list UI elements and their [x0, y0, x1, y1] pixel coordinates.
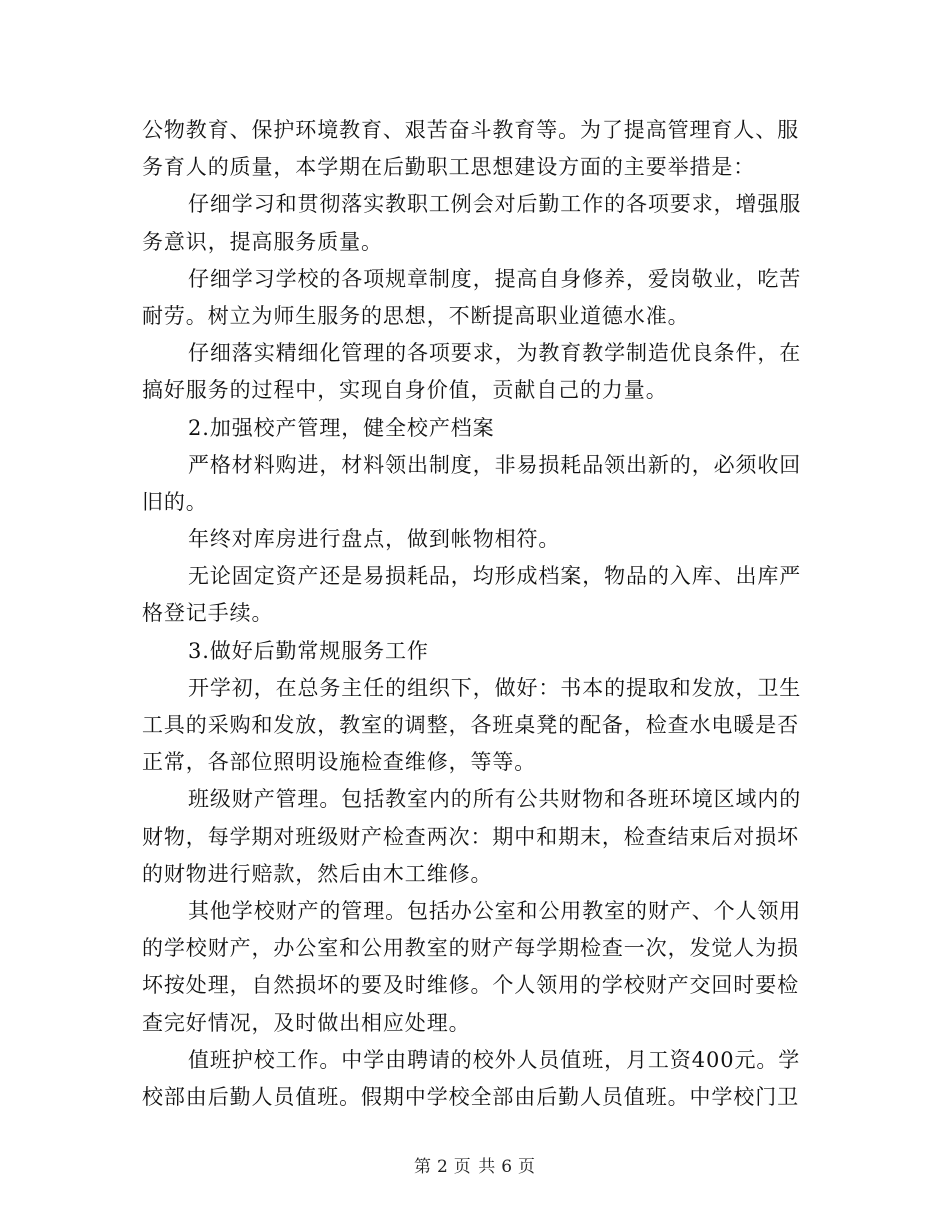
text-line: 务育人的质量，本学期在后勤职工思想建设方面的主要举措是：	[142, 155, 756, 180]
text-line: 搞好服务的过程中，实现自身价值，贡献自己的力量。	[142, 378, 668, 403]
text-line: 值班护校工作。中学由聘请的校外人员值班，月工资400元。学	[188, 1047, 801, 1072]
text-line: 格登记手续。	[142, 601, 274, 626]
section-heading: 3.做好后勤常规服务工作	[188, 638, 429, 663]
text-line: 工具的采购和发放，教室的调整，各班桌凳的配备，检查水电暖是否	[142, 713, 799, 737]
text-line: 公物教育、保护环境教育、艰苦奋斗教育等。为了提高管理育人、服	[142, 118, 799, 142]
text-line: 班级财产管理。包括教室内的所有公共财物和各班环境区域内的	[188, 787, 802, 812]
text-line: 开学初，在总务主任的组织下，做好：书本的提取和发放，卫生	[188, 675, 802, 700]
text-line: 财物，每学期对班级财产检查两次：期中和期末，检查结束后对损坏	[142, 824, 799, 849]
text-line: 耐劳。树立为师生服务的思想，不断提高职业道德水准。	[142, 303, 690, 328]
footer-prefix: 第	[413, 1157, 432, 1177]
text-line: 的学校财产，办公室和公用教室的财产每学期检查一次，发觉人为损	[142, 936, 799, 961]
page-footer	[0, 1152, 950, 1177]
text-line: 务意识，提高服务质量。	[142, 229, 383, 254]
text-line: 仔细学习学校的各项规章制度，提高自身修养，爱岗敬业，吃苦	[188, 266, 802, 291]
text-line: 其他学校财产的管理。包括办公室和公用教室的财产、个人领用	[188, 898, 802, 923]
text-line: 正常，各部位照明设施检查维修，等等。	[142, 750, 537, 775]
text-line: 的财物进行赔款，然后由木工维修。	[142, 861, 493, 886]
page-total: 6	[501, 1157, 514, 1177]
text-line: 坏按处理，自然损坏的要及时维修。个人领用的学校财产交回时要检	[142, 973, 799, 998]
section-heading: 2.加强校产管理，健全校产档案	[188, 415, 495, 440]
footer-middle: 页 共	[453, 1157, 497, 1177]
text-line: 仔细落实精细化管理的各项要求，为教育教学制造优良条件，在	[188, 341, 802, 366]
text-line: 校部由后勤人员值班。假期中学校全部由后勤人员值班。中学校门卫	[142, 1084, 799, 1109]
footer-suffix: 页	[518, 1157, 537, 1177]
document-body	[142, 112, 808, 1116]
text-line: 查完好情况，及时做出相应处理。	[142, 1010, 471, 1035]
text-line: 仔细学习和贯彻落实教职工例会对后勤工作的各项要求，增强服	[188, 192, 802, 217]
text-line: 无论固定资产还是易损耗品，均形成档案，物品的入库、出库严	[188, 564, 802, 589]
text-line: 年终对库房进行盘点，做到帐物相符。	[188, 527, 561, 552]
text-line: 旧的。	[142, 489, 208, 514]
page-number: 2	[436, 1157, 449, 1177]
text-line: 严格材料购进，材料领出制度，非易损耗品领出新的，必须收回	[188, 452, 802, 477]
